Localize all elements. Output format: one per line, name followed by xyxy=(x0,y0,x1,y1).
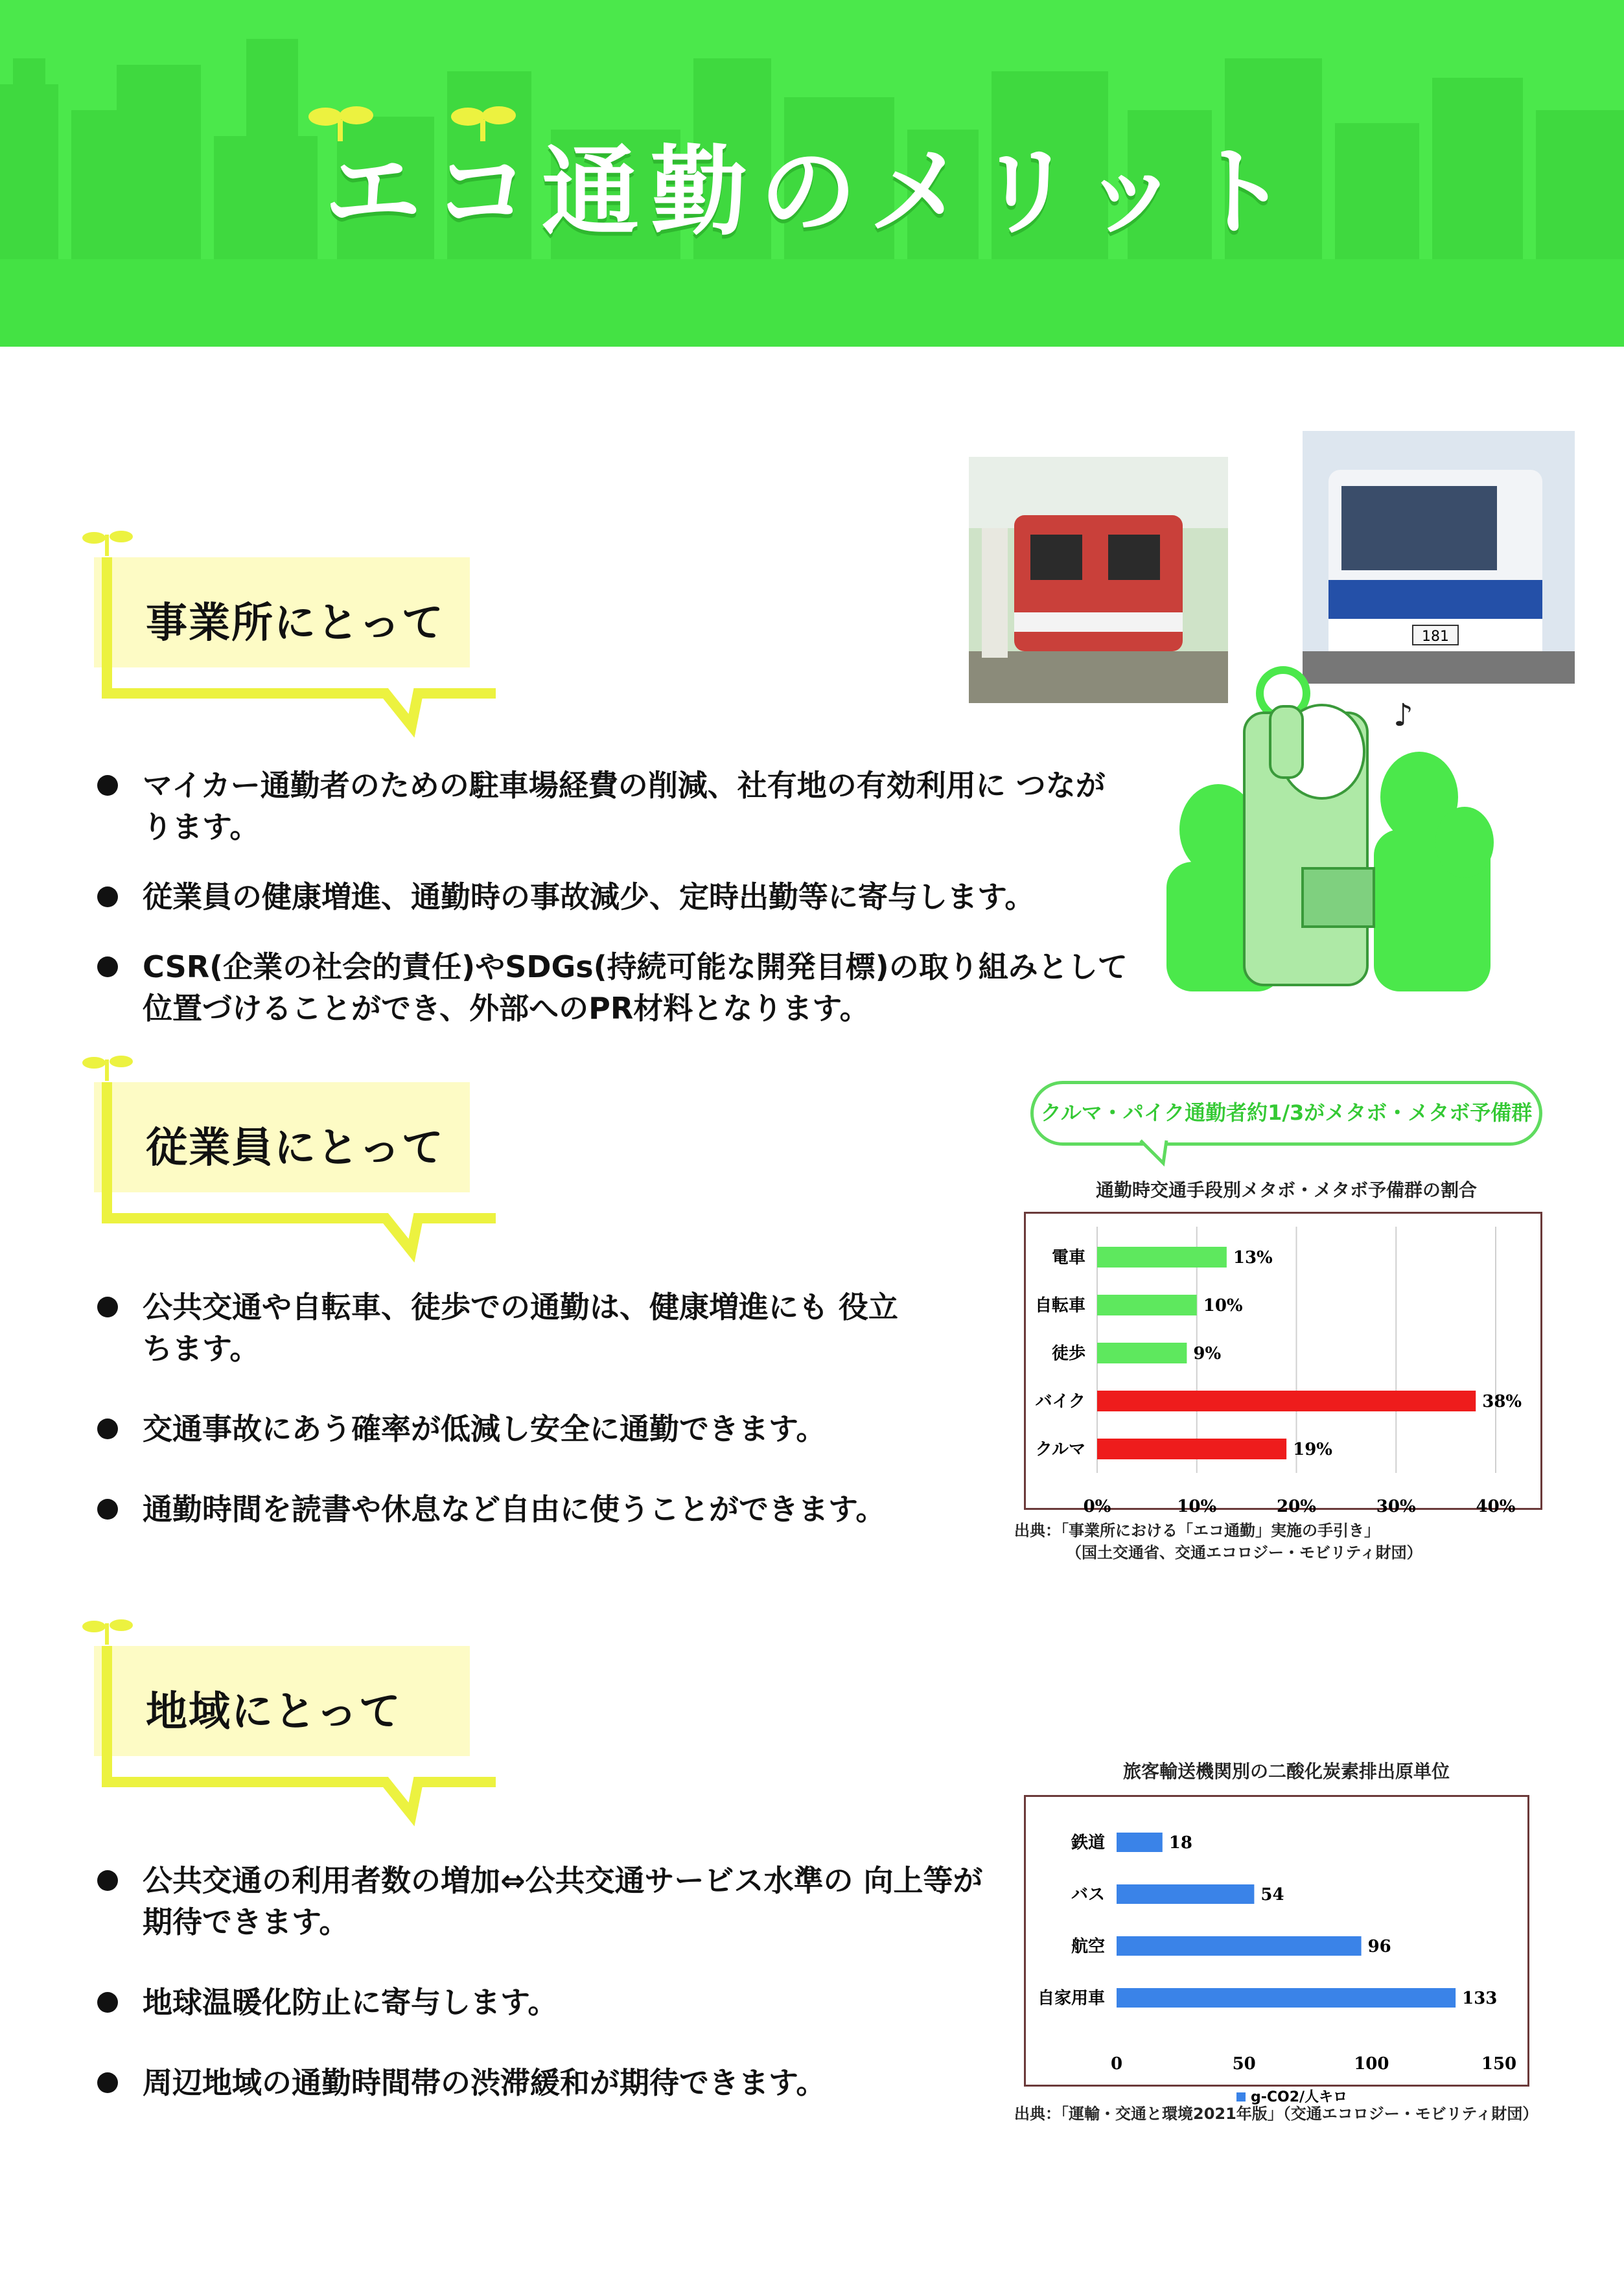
category-label: バス xyxy=(1071,1885,1105,1905)
bus-photo xyxy=(1303,431,1575,684)
category-label: 航空 xyxy=(1071,1937,1105,1956)
metabolic-chart-frame xyxy=(1024,1212,1542,1516)
bus-number: 181 xyxy=(1422,629,1449,645)
section-title: 事業所にとって xyxy=(146,599,445,647)
section-heading-community xyxy=(94,1620,522,1769)
header-banner xyxy=(0,0,1624,347)
section-title: 従業員にとって xyxy=(146,1124,445,1172)
category-label: 電車 xyxy=(1051,1248,1085,1268)
bar xyxy=(1117,1884,1254,1904)
chart-source xyxy=(1014,1520,1597,1564)
tick-label: 100 xyxy=(1354,2054,1389,2074)
data-label: 9% xyxy=(1193,1344,1222,1363)
data-label: 18 xyxy=(1168,1833,1192,1853)
tick-label: 150 xyxy=(1481,2054,1517,2074)
source-line: 出典：「事業所における「エコ通勤」実施の手引き」 xyxy=(1014,1522,1380,1540)
commuter-illustration xyxy=(1160,667,1497,991)
community-benefits-list xyxy=(97,1860,983,2132)
music-note-icon: ♪ xyxy=(1393,697,1413,734)
metabolic-bar-chart xyxy=(1026,1214,1540,1516)
list-item: 交通事故にあう確率が低減し安全に通勤できます。 xyxy=(97,1408,907,1450)
bar xyxy=(1097,1343,1187,1363)
chart-title: 旅客輸送機関別の二酸化炭素排出原単位 xyxy=(1122,1761,1450,1782)
list-item: マイカー通勤者のための駐車場経費の削減、社有地の有効利用に つながります。 xyxy=(97,765,1128,848)
callout-tail xyxy=(1137,1140,1176,1166)
list-item: 従業員の健康増進、通勤時の事故減少、定時出勤等に寄与します。 xyxy=(97,876,1134,918)
tick-label: 10% xyxy=(1177,1497,1217,1516)
metabolic-callout: クルマ・パイク通勤者約1/3がメタボ・メタボ予備群 xyxy=(1030,1081,1542,1146)
category-label: クルマ xyxy=(1035,1440,1085,1459)
source-line: （国土交通省、交通エコロジー・モビリティ財団） xyxy=(1066,1544,1422,1562)
bar xyxy=(1117,1833,1163,1852)
list-item: 公共交通や自転車、徒歩での通勤は、健康増進にも 役立ちます。 xyxy=(97,1286,920,1369)
tick-label: 0% xyxy=(1083,1497,1111,1516)
data-label: 10% xyxy=(1203,1296,1243,1315)
bar xyxy=(1097,1295,1197,1315)
chart-title: 通勤時交通手段別メタボ・メタボ予備群の割合 xyxy=(1095,1179,1477,1201)
page-title: エコ通勤のメリット xyxy=(323,136,1300,249)
category-label: 自転車 xyxy=(1034,1296,1085,1315)
bar xyxy=(1097,1391,1476,1411)
data-label: 13% xyxy=(1233,1248,1273,1268)
list-item: 周辺地域の通勤時間帯の渋滞緩和が期待できます。 xyxy=(97,2062,972,2103)
tick-label: 20% xyxy=(1277,1497,1316,1516)
tick-label: 50 xyxy=(1232,2054,1256,2074)
sprout-icon xyxy=(305,97,376,143)
list-item: 地球温暖化防止に寄与します。 xyxy=(97,1982,972,2023)
tick-label: 0 xyxy=(1110,2054,1123,2074)
bar xyxy=(1117,1936,1362,1956)
legend-label: g-CO2/人キロ xyxy=(1251,2089,1348,2105)
legend-swatch xyxy=(1236,2092,1246,2102)
section-heading-employees xyxy=(94,1056,522,1205)
list-item: 公共交通の利用者数の増加⇔公共交通サービス水準の 向上等が期待できます。 xyxy=(97,1860,985,1943)
sprout-icon xyxy=(447,97,518,143)
category-label: 鉄道 xyxy=(1071,1833,1105,1853)
data-label: 54 xyxy=(1260,1885,1284,1905)
bar xyxy=(1117,1988,1456,2008)
list-item: 通勤時間を読書や休息など自由に使うことができます。 xyxy=(97,1488,907,1530)
chart-source: 出典：「運輸・交通と環境2021年版」（交通エコロジー・モビリティ財団） xyxy=(1014,2105,1538,2123)
category-label: バイク xyxy=(1035,1392,1085,1411)
category-label: 自家用車 xyxy=(1037,1989,1105,2008)
employee-benefits-list xyxy=(97,1286,907,1558)
data-label: 19% xyxy=(1293,1440,1333,1459)
section-heading-business xyxy=(94,531,522,680)
data-label: 38% xyxy=(1482,1392,1522,1411)
data-label: 96 xyxy=(1367,1937,1391,1956)
co2-chart-frame xyxy=(1024,1795,1529,2105)
tick-label: 40% xyxy=(1476,1497,1516,1516)
section-title: 地域にとって xyxy=(146,1688,402,1736)
co2-bar-chart xyxy=(1026,1797,1527,2105)
business-benefits-list xyxy=(97,765,1134,1058)
tick-label: 30% xyxy=(1376,1497,1416,1516)
train-photo xyxy=(969,457,1228,703)
category-label: 徒歩 xyxy=(1051,1344,1085,1363)
bar xyxy=(1097,1439,1286,1459)
data-label: 133 xyxy=(1462,1989,1498,2008)
list-item: CSR(企業の社会的責任)やSDGs(持続可能な開発目標)の取り組みとして 位置づけることができ、外部へのPR材料となります。 xyxy=(97,946,1166,1029)
bar xyxy=(1097,1247,1227,1268)
